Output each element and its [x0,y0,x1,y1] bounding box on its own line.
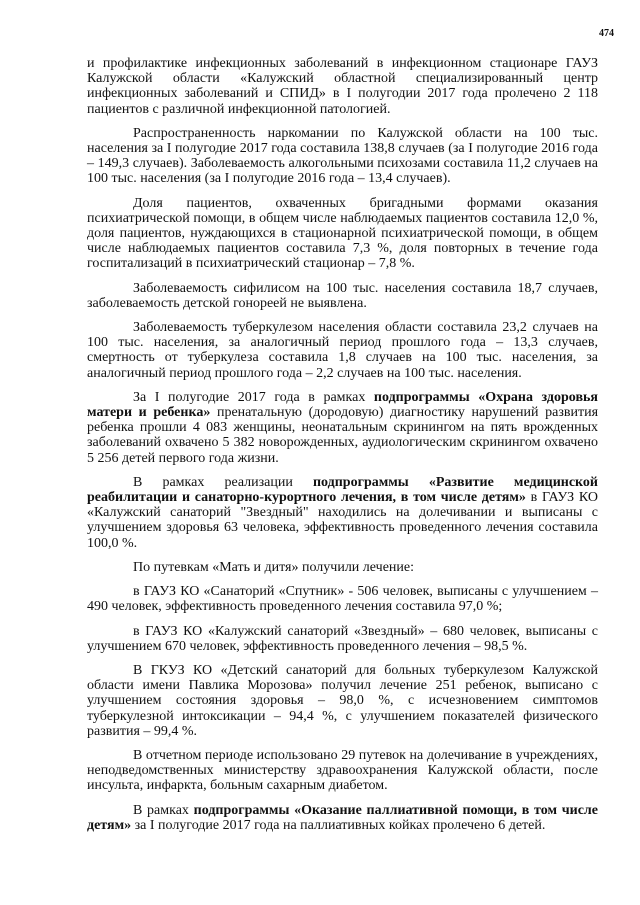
paragraph [87,803,598,833]
paragraph [87,126,598,187]
text-run: Заболеваемость сифилисом на 100 тыс. населения составила 18,7 случаев, заболеваемость детской гонореей не выявлена. [87,280,598,311]
paragraph [87,584,598,614]
paragraph [87,196,598,272]
paragraph [87,56,598,117]
bold-text: подпрограммы «Охрана здоровья матери и ребенка» [87,389,598,421]
text-run: пренатальную (дородовую) диагностику нарушений развития ребенка прошли 4 083 женщины, неонатальным скринингом на пять врожденных заболеваний охвачено 5 382 новорожденных, аудиологическим скринингом охвачено 5 256 детей первого года жизни. [87,405,599,466]
text-run: В ГКУЗ КО «Детский санаторий для больных туберкулезом Калужской области имени Павлика Морозова» получил лечение 251 ребенок, выписано с улучшением состояния здоровья – 98,0 %, с исчезновением симптомов туберкулезной интоксикации – 94,4 %, с улучшением показателей физического развития – 99,4 %. [87,662,598,739]
bold-text: подпрограммы «Развитие медицинской реабилитации и санаторно-курортного лечения, в том числе детям» [87,474,598,506]
text-run: Заболеваемость туберкулезом населения области составила 23,2 случаев на 100 тыс. населения, за аналогичный период прошлого года – 13,3 случаев, смертность от туберкулеза составила 1,8 случаев на 100 тыс. населения, за аналогичный период прошлого года – 2,2 случаев на 100 тыс. населения. [87,320,598,381]
text-run: Распространенность наркомании по Калужской области на 100 тыс. населения за I полугодие 2017 года составила 138,8 случаев (за I полугодие 2016 года – 149,3 случаев). Заболеваемость алкогольными психозами составила 11,2 случаев на 100 тыс. населения (за I полугодие 2016 года – 13,4 случаев). [87,125,598,187]
paragraph [87,624,598,654]
text-run: в ГАУЗ КО «Санаторий «Спутник» - 506 человек, выписаны с улучшением – 490 человек, эффективность проведенного лечения составила 97,0 %; [87,584,598,615]
page-number: 474 [599,28,614,39]
paragraph [87,748,598,794]
text-run: в ГАУЗ КО «Калужский санаторий «Звездный» – 680 человек, выписаны с улучшением 670 человек, эффективность проведенного лечения – 98,5 %. [87,623,598,654]
text-run: Доля пациентов, охваченных бригадными формами оказания психиатрической помощи, в общем числе наблюдаемых пациентов составила 12,0 %, доля пациентов, нуждающихся в стационарной психиатрической помощи, в общем числе наблюдаемых пациентов составила 7,3 %, доля повторных в течение года госпитализаций в психиатрический стационар – 7,8 %. [87,195,598,272]
paragraph [87,281,598,311]
text-run: По путевкам «Мать и дитя» получили лечение: [133,559,414,575]
text-run: и профилактике инфекционных заболеваний в инфекционном стационаре ГАУЗ Калужской области «Калужский областной специализированный центр инфекционных заболеваний и СПИД» в I полугодии 2017 года пролечено 2 118 пациентов с различной инфекционной патологией. [87,56,598,117]
paragraph [87,390,598,466]
document-body [87,56,598,842]
paragraph [87,320,598,381]
text-run: В рамках реализации [133,474,313,490]
paragraph [87,663,598,739]
text-run: за I полугодие 2017 года на паллиативных койках пролечено 6 детей. [131,817,546,833]
text-run: В рамках [133,802,194,818]
text-run: В отчетном периоде использовано 29 путевок на долечивание в учреждениях, неподведомственных министерству здравоохранения Калужской области, после инсульта, инфаркта, больным сахарным диабетом. [87,747,598,794]
paragraph [87,560,598,575]
text-run: в ГАУЗ КО «Калужский санаторий "Звездный" находились на долечивании и выписаны с улучшением здоровья 63 человека, эффективность проведенного лечения составила 100,0 %. [87,490,598,551]
bold-text: подпрограммы «Оказание паллиативной помощи, в том числе детям» [87,802,598,833]
paragraph [87,475,598,551]
text-run: За I полугодие 2017 года в рамках [133,389,374,405]
